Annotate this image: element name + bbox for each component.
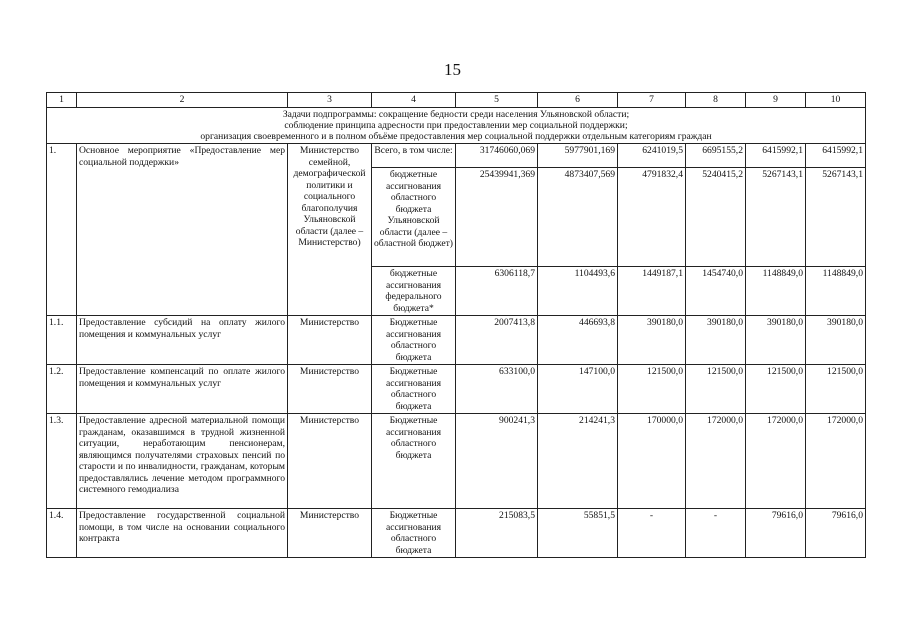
amount-cell: - — [618, 509, 686, 558]
amount-cell: 4873407,569 — [538, 168, 618, 267]
funding-source: бюджетные ассигнования федерального бюджета* — [372, 267, 456, 316]
amount-cell: 215083,5 — [456, 509, 538, 558]
funding-source: Бюджетные ассигнования областного бюджета — [372, 414, 456, 509]
funding-source: Бюджетные ассигнования областного бюджета — [372, 365, 456, 414]
row-number: 1.2. — [47, 365, 77, 414]
column-number: 8 — [686, 93, 746, 108]
table-row — [47, 144, 866, 168]
amount-cell: 172000,0 — [746, 414, 806, 509]
column-number: 7 — [618, 93, 686, 108]
table-row — [47, 365, 866, 414]
amount-cell: 121500,0 — [746, 365, 806, 414]
event-name: Предоставление компенсаций по оплате жилого помещения и коммунальных услуг — [77, 365, 288, 414]
column-number: 3 — [288, 93, 372, 108]
table-row — [47, 316, 866, 365]
executor: Министерство — [288, 316, 372, 365]
amount-cell: 25439941,369 — [456, 168, 538, 267]
column-number: 2 — [77, 93, 288, 108]
row-number: 1.3. — [47, 414, 77, 509]
amount-cell: 5240415,2 — [686, 168, 746, 267]
event-name: Предоставление субсидий на оплату жилого помещения и коммунальных услуг — [77, 316, 288, 365]
amount-cell: 2007413,8 — [456, 316, 538, 365]
amount-cell: 170000,0 — [618, 414, 686, 509]
amount-cell: 31746060,069 — [456, 144, 538, 168]
amount-cell: 1449187,1 — [618, 267, 686, 316]
funding-source: Всего, в том числе: — [372, 144, 456, 168]
amount-cell: 172000,0 — [686, 414, 746, 509]
amount-cell: 6695155,2 — [686, 144, 746, 168]
row-number: 1.1. — [47, 316, 77, 365]
amount-cell: 79616,0 — [806, 509, 866, 558]
amount-cell: 121500,0 — [618, 365, 686, 414]
amount-cell: 5267143,1 — [746, 168, 806, 267]
amount-cell: 1148849,0 — [746, 267, 806, 316]
amount-cell: - — [686, 509, 746, 558]
tasks-cell — [47, 107, 866, 144]
amount-cell: 6306118,7 — [456, 267, 538, 316]
task-line: соблюдение принципа адресности при предоставлении мер социальной поддержки; — [284, 119, 628, 131]
program-table — [46, 92, 866, 558]
executor: Министерство — [288, 414, 372, 509]
amount-cell: 390180,0 — [618, 316, 686, 365]
amount-cell: 6415992,1 — [806, 144, 866, 168]
funding-source: бюджетные ассигнования областного бюджета Ульяновской области (далее – областной бюджет) — [372, 168, 456, 267]
amount-cell: 390180,0 — [746, 316, 806, 365]
amount-cell: 5267143,1 — [806, 168, 866, 267]
event-name: Предоставление адресной материальной помощи гражданам, оказавшимся в трудной жизненной ситуации, неработающим пенсионерам, являющимся получателями страховых пенсий по старости и по инвалидности, гражданам, которым предоставлялись лечение методом программного системного гемодиализа — [77, 414, 288, 509]
executor: Министерство — [288, 509, 372, 558]
amount-cell: 390180,0 — [686, 316, 746, 365]
amount-cell: 55851,5 — [538, 509, 618, 558]
amount-cell: 121500,0 — [686, 365, 746, 414]
executor: Министерство — [288, 365, 372, 414]
amount-cell: 5977901,169 — [538, 144, 618, 168]
table-row — [47, 509, 866, 558]
event-name: Предоставление государственной социальной помощи, в том числе на основании социального контракта — [77, 509, 288, 558]
column-number: 1 — [47, 93, 77, 108]
funding-source: Бюджетные ассигнования областного бюджета — [372, 509, 456, 558]
amount-cell: 6241019,5 — [618, 144, 686, 168]
executor: Министерство семейной, демографической политики и социального благополучия Ульяновской области (далее – Министерство) — [288, 144, 372, 316]
page-number: 15 — [444, 60, 461, 79]
task-line: Задачи подпрограммы: сокращение бедности среди населения Ульяновской области; — [282, 108, 630, 120]
amount-cell: 1148849,0 — [806, 267, 866, 316]
amount-cell: 1454740,0 — [686, 267, 746, 316]
column-number: 9 — [746, 93, 806, 108]
row-number: 1. — [47, 144, 77, 316]
table-row — [47, 414, 866, 509]
column-number: 5 — [456, 93, 538, 108]
amount-cell: 446693,8 — [538, 316, 618, 365]
amount-cell: 633100,0 — [456, 365, 538, 414]
tasks-row — [47, 107, 866, 144]
row-number: 1.4. — [47, 509, 77, 558]
event-name: Основное мероприятие «Предоставление мер социальной поддержки» — [77, 144, 288, 316]
column-number: 4 — [372, 93, 456, 108]
amount-cell: 390180,0 — [806, 316, 866, 365]
amount-cell: 79616,0 — [746, 509, 806, 558]
amount-cell: 121500,0 — [806, 365, 866, 414]
amount-cell: 6415992,1 — [746, 144, 806, 168]
amount-cell: 214241,3 — [538, 414, 618, 509]
column-number: 6 — [538, 93, 618, 108]
column-number-row — [47, 93, 866, 108]
amount-cell: 900241,3 — [456, 414, 538, 509]
task-line: организация своевременного и в полном объёме предоставления мер социальной поддержки отдельным категориям граждан — [200, 131, 712, 143]
amount-cell: 147100,0 — [538, 365, 618, 414]
funding-source: Бюджетные ассигнования областного бюджета — [372, 316, 456, 365]
amount-cell: 172000,0 — [806, 414, 866, 509]
amount-cell: 4791832,4 — [618, 168, 686, 267]
column-number: 10 — [806, 93, 866, 108]
amount-cell: 1104493,6 — [538, 267, 618, 316]
